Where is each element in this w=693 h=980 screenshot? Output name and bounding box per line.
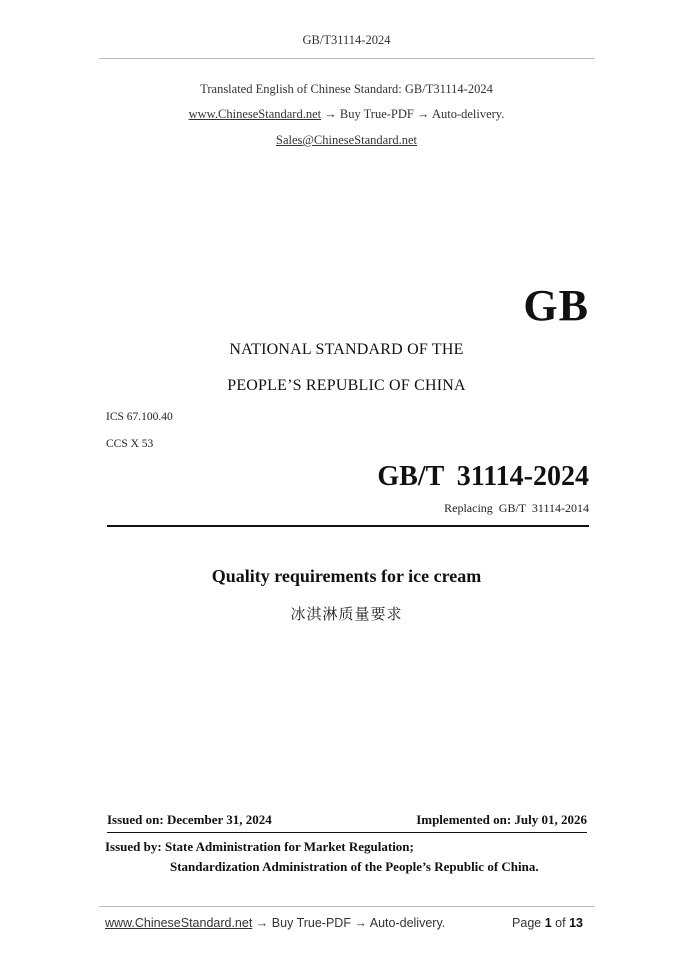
arrow-icon: → [255, 916, 269, 930]
ccs-code: CCS X 53 [106, 438, 154, 450]
ics-code: ICS 67.100.40 [106, 411, 173, 423]
issued-by-line1: Issued by: State Administration for Market Regulation; [105, 839, 414, 854]
delivery-text: Auto-delivery. [431, 107, 505, 121]
footer-buy-text: Buy True-PDF [271, 916, 351, 930]
document-title: Quality requirements for ice cream [211, 566, 482, 586]
arrow-icon: → [417, 107, 430, 121]
replacing-note: Replacing GB/T 31114-2014 [444, 501, 589, 515]
arrow-icon: → [324, 107, 337, 121]
national-standard-line1: NATIONAL STANDARD OF THE [229, 341, 464, 358]
site-link[interactable]: www.ChineseStandard.net [188, 107, 322, 121]
buy-text: Buy True-PDF [339, 107, 414, 121]
arrow-icon: → [354, 916, 367, 930]
issued-on-date: Issued on: December 31, 2024 [107, 812, 272, 827]
purchase-notice [0, 107, 693, 122]
issue-divider [107, 832, 587, 833]
footer-purchase-notice [105, 916, 445, 930]
footer-divider [99, 906, 595, 907]
national-standard-line2: PEOPLE’S REPUBLIC OF CHINA [227, 377, 466, 394]
footer-site-link[interactable]: www.ChineseStandard.net [105, 916, 253, 930]
header-divider [99, 58, 595, 59]
footer-delivery-text: Auto-delivery. [369, 916, 446, 930]
translation-notice: Translated English of Chinese Standard: GB/T31114-2024 [200, 82, 493, 96]
page-total: 13 [569, 916, 583, 930]
issued-by-line2: Standardization Administration of the People’s Republic of China. [170, 859, 539, 874]
page-indicator [512, 916, 583, 930]
page-current: 1 [544, 916, 552, 930]
email-link[interactable]: Sales@ChineseStandard.net [276, 133, 417, 147]
title-divider [107, 525, 589, 527]
document-title-chinese: 冰淇淋质量要求 [290, 605, 403, 623]
page-of: of [555, 916, 566, 930]
implemented-on-date: Implemented on: July 01, 2026 [416, 812, 587, 827]
gb-mark: GB [523, 281, 589, 330]
standard-number: GB/T 31114-2024 [377, 461, 589, 492]
page-label: Page [512, 916, 542, 930]
email-notice [0, 133, 693, 148]
running-header: GB/T31114-2024 [302, 33, 391, 47]
